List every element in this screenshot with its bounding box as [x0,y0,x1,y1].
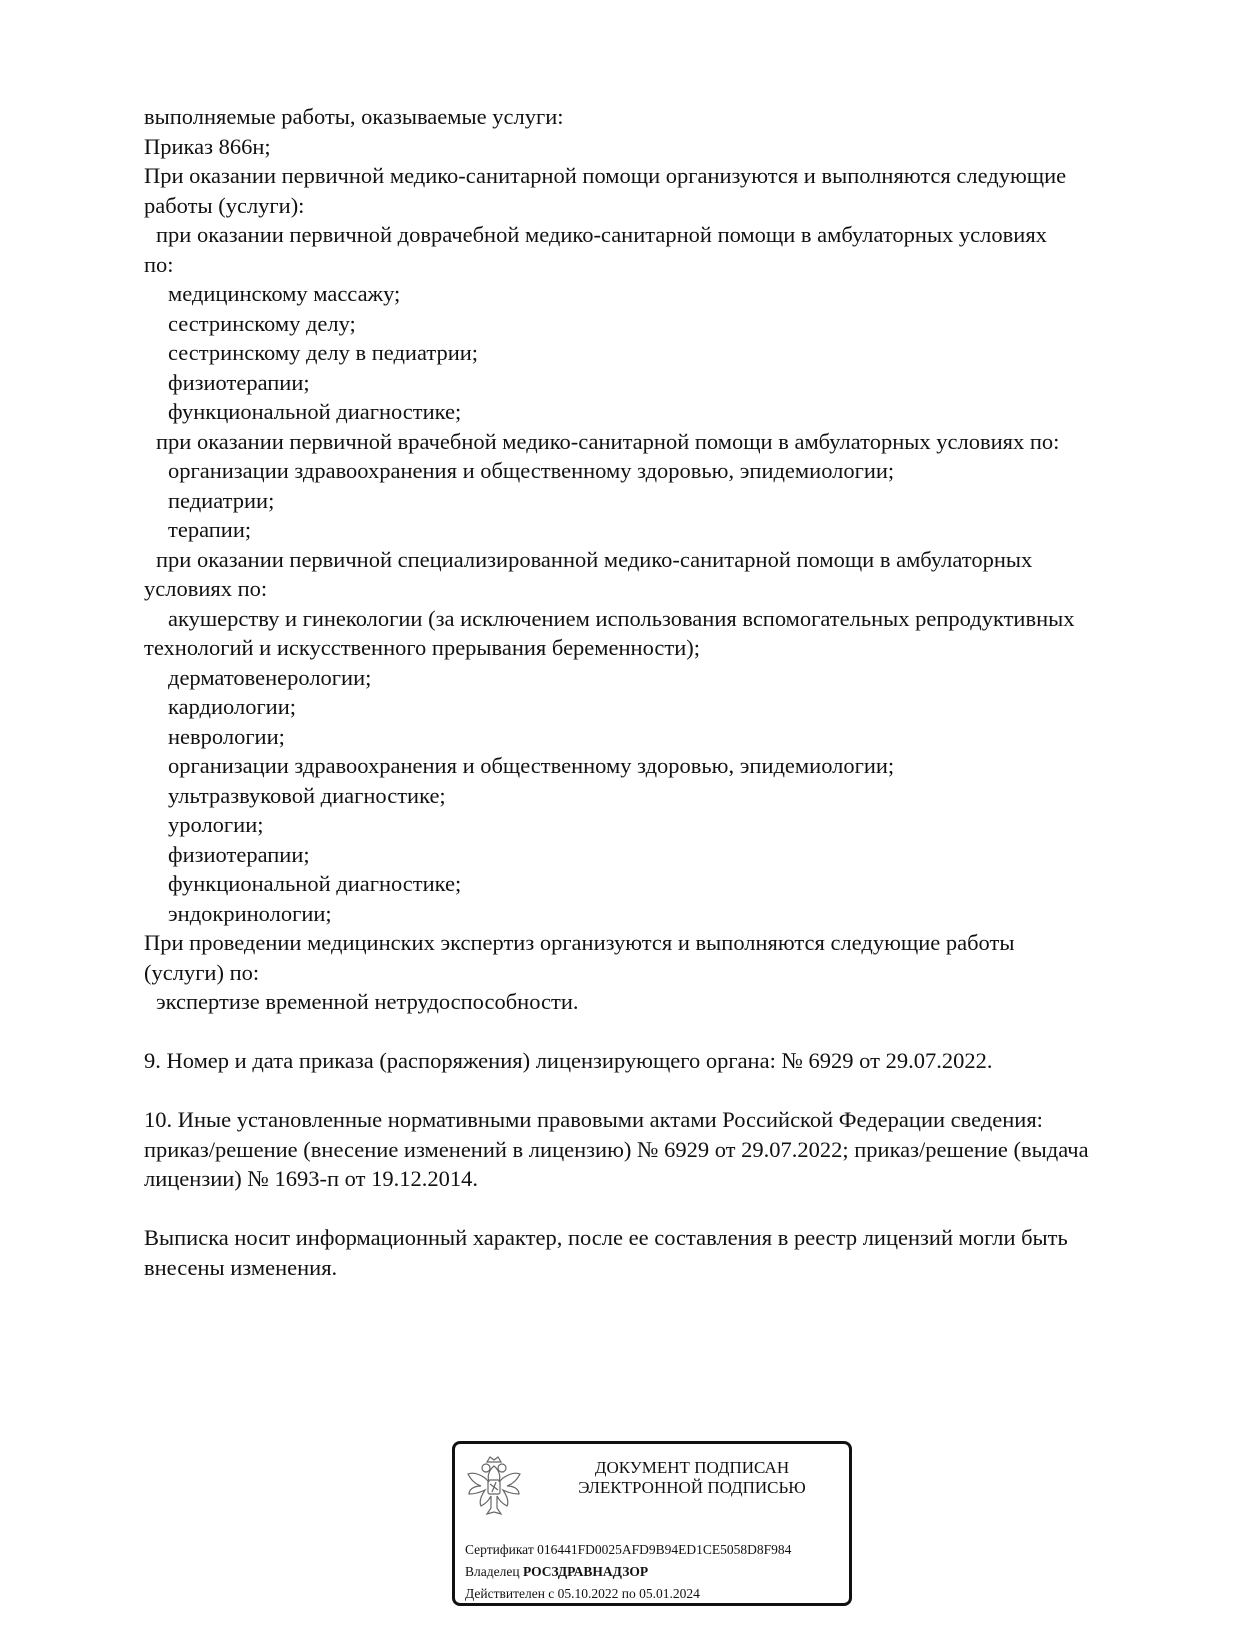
text-line: при оказании первичной специализированной медико-санитарной помощи в амбулаторных [156,546,1033,572]
list-item: ультразвуковой диагностике; [168,782,446,808]
text-line: При проведении медицинских экспертиз организуются и выполняются следующие работы [144,930,1015,955]
text-line: при оказании первичной врачебной медико-санитарной помощи в амбулаторных условиях по: [156,428,1060,454]
certificate-line: Сертификат 016441FD0025AFD9B94ED1CE5058D8F984 [465,1542,792,1557]
list-item: функциональной диагностике; [168,399,462,424]
owner-line: Владелец РОСЗДРАВНАДЗОР [465,1564,649,1579]
list-item: терапии; [168,517,252,542]
text-line: работы (услуги): [144,192,305,218]
text-line: 10. Иные установленные нормативными правовыми актами Российской Федерации сведения: [144,1107,1043,1132]
disclaimer-line: Выписка носит информационный характер, после ее составления в реестр лицензий могли быть [144,1225,1068,1250]
list-item: функциональной диагностике; [168,871,462,896]
text-line: экспертизе временной нетрудоспособности. [156,989,579,1014]
text-line: выполняемые работы, оказываемые услуги: [144,104,564,129]
spacer [144,1017,1164,1047]
coat-of-arms-icon [465,1454,523,1520]
e-signature-stamp [452,1441,852,1606]
text-line: при оказании первичной доврачебной медико-санитарной помощи в амбулаторных условиях [156,222,1047,247]
list-item: физиотерапии; [168,841,310,867]
text-line: При оказании первичной медико-санитарной помощи организуются и выполняются следующие [144,163,1067,188]
text-line: лицензии) № 1693-п от 19.12.2014. [144,1166,478,1191]
list-item: эндокринологии; [168,900,332,926]
text-line: технологий и искусственного прерывания беременности); [144,635,701,660]
list-item: неврологии; [168,723,285,749]
list-item: дерматовенерологии; [168,664,372,690]
text-line: условиях по: [144,576,268,601]
text-line: Приказ 866н; [144,133,271,159]
spacer [144,1194,1164,1224]
text-line: приказ/решение (внесение изменений в лицензию) № 6929 от 29.07.2022; приказ/решение (выдача [144,1136,1089,1162]
list-item: акушерству и гинекологии (за исключением использования вспомогательных репродуктивных [168,605,1075,631]
list-item: медицинскому массажу; [168,281,401,306]
list-item: кардиологии; [168,694,297,719]
spacer [144,1076,1164,1106]
order-info: 9. Номер и дата приказа (распоряжения) лицензирующего органа: № 6929 от 29.07.2022. [144,1048,993,1073]
list-item: урологии; [168,812,264,837]
document-body [144,102,1164,1282]
text-line: по: [144,251,174,277]
list-item: педиатрии; [168,487,275,513]
list-item: организации здравоохранения и общественному здоровью, эпидемиологии; [168,458,895,483]
text-line: (услуги) по: [144,959,260,985]
stamp-title: ДОКУМЕНТ ПОДПИСАН ЭЛЕКТРОННОЙ ПОДПИСЬЮ [578,1458,806,1497]
certificate-number: 016441FD0025AFD9B94ED1CE5058D8F984 [537,1542,792,1557]
stamp-details [465,1539,791,1605]
list-item: организации здравоохранения и общественному здоровью, эпидемиологии; [168,753,895,778]
owner-name: РОСЗДРАВНАДЗОР [522,1564,649,1579]
validity-line: Действителен с 05.10.2022 по 05.01.2024 [465,1586,700,1601]
disclaimer-line: внесены изменения. [144,1254,338,1280]
list-item: физиотерапии; [168,369,310,395]
list-item: сестринскому делу в педиатрии; [168,340,479,365]
list-item: сестринскому делу; [168,310,356,336]
